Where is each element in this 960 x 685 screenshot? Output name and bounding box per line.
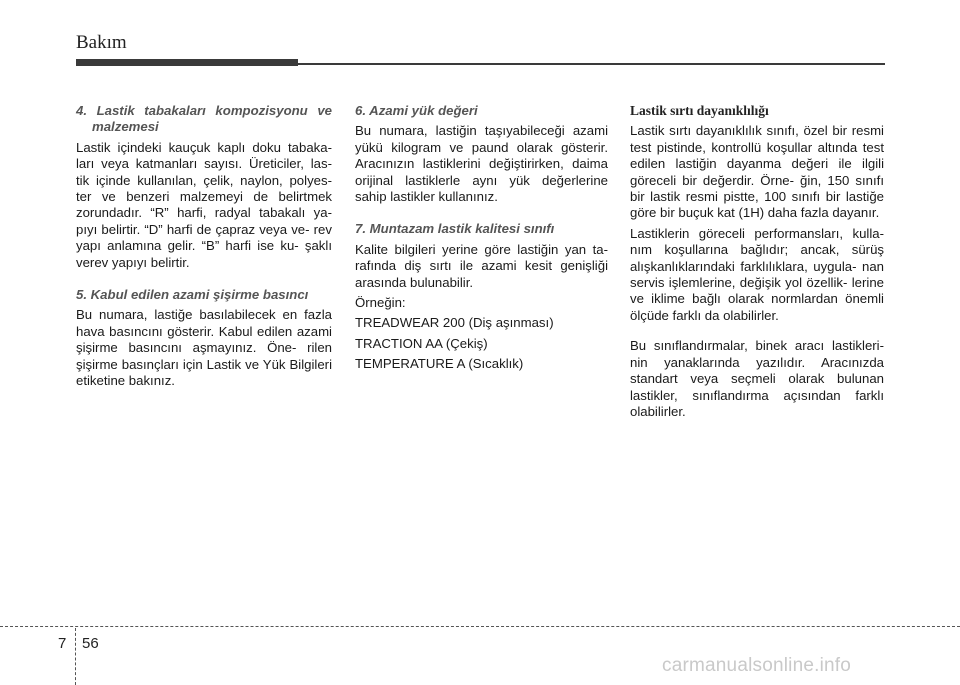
example-line: TREADWEAR 200 (Diş aşınması) bbox=[355, 315, 554, 331]
heading-tread-durability: Lastik sırtı dayanıklılığı bbox=[630, 103, 769, 118]
heading-4: 4. Lastik tabakaları kompozisyonu ve malzemesi bbox=[76, 103, 332, 135]
example-line: TEMPERATURE A (Sıcaklık) bbox=[355, 356, 524, 372]
watermark-text: carmanualsonline.info bbox=[662, 655, 852, 676]
footer-dashed-rule bbox=[0, 626, 960, 627]
column-1 bbox=[76, 103, 332, 390]
column-3 bbox=[630, 103, 884, 420]
footer-dashed-divider bbox=[75, 628, 76, 685]
heading-5: 5. Kabul edilen azami şişirme basıncı bbox=[76, 287, 309, 303]
paragraph-tread-2: Lastiklerin göreceli performansları, kulla- nım koşullarına bağlıdır; ancak, sürüş alışkanlıklarındaki farklılıklara, uygula- nan servis işlemlerine, değişik yol özellik- lerine ve iklime bağlı olarak normlardan önemli ölçüde farklı da olabilirler. bbox=[630, 225, 884, 323]
column-2 bbox=[355, 103, 608, 373]
section-title: Bakım bbox=[76, 32, 127, 53]
paragraph-tread-1: Lastik sırtı dayanıklılık sınıfı, özel bir resmi test pistinde, kontrollü koşullar altında test edilen lastiğin dayanma değeri ile ilgili göreceli bir değerdir. Örne- ğin, 150 sınıfı bir lastik resmi pistte, 100 sınıfı bir lastiğe göre bir buçuk kat (1H) daha fazla dayanır. bbox=[630, 123, 884, 221]
paragraph-4: Lastik içindeki kauçuk kaplı doku tabaka- ları veya katmanları sayısı. Üreticiler, las- tik içinde kullanılan, çelik, naylon, polyes- ter ve benzeri malzemeyi de belirtmek zorundadır. “R” harfi, radyal tabakalı ya- pıyı belirtir. “D” harfi de çapraz veya ve- rev yapı anlamına gelir. “B” harfi ise ku- şaklı verev yapıyı belirtir. bbox=[76, 139, 332, 270]
paragraph-5: Bu numara, lastiğe basılabilecek en fazla hava basıncını gösterir. Kabul edilen azami şişirme basıncını aşmayınız. Öne- rilen şişirme basınçları için Lastik ve Yük Bilgileri etiketine bakınız. bbox=[76, 307, 332, 389]
header-rule bbox=[298, 63, 885, 65]
page-number: 56 bbox=[82, 635, 99, 652]
example-label: Örneğin: bbox=[355, 295, 406, 311]
paragraph-6: Bu numara, lastiğin taşıyabileceği azami yükü kilogram ve paund olarak gösterir. Aracınızın lastiklerini değiştirirken, daima orijinal lastiklerle aynı yük değerlerine sahip lastikler kullanınız. bbox=[355, 123, 608, 205]
paragraph-tread-3: Bu sınıflandırmalar, binek aracı lastikleri- nin yanaklarında yazılıdır. Aracınızda standart veya seçmeli olarak bulunan lastikler, sınıflandırma açısından farklı olabilirler. bbox=[630, 338, 884, 419]
header-bar bbox=[76, 59, 298, 66]
heading-6: 6. Azami yük değeri bbox=[355, 103, 478, 118]
heading-7: 7. Muntazam lastik kalitesi sınıfı bbox=[355, 221, 555, 237]
chapter-number: 7 bbox=[58, 635, 67, 652]
paragraph-7: Kalite bilgileri yerine göre lastiğin yan ta- rafında diş sırtı ile azami kesit genişliği arasında bulunabilir. bbox=[355, 241, 608, 290]
example-line: TRACTION AA (Çekiş) bbox=[355, 335, 488, 351]
